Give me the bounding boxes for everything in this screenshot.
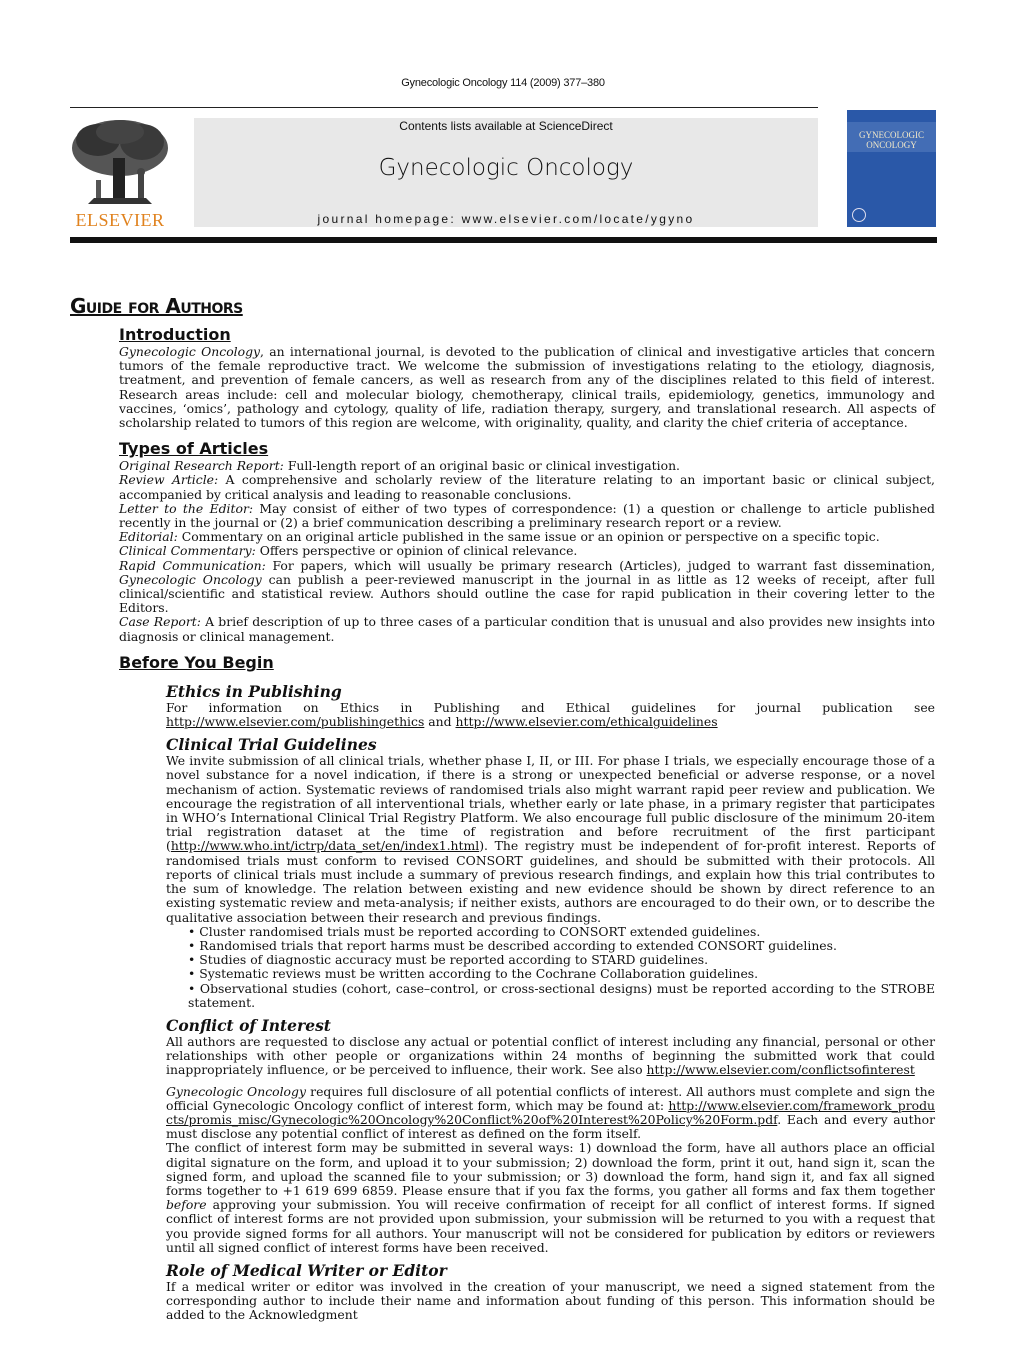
article-body bbox=[119, 325, 935, 1323]
trials-paragraph: We invite submission of all clinical trials, whether phase I, II, or III. For phase I trials, we especially encourage those of a novel substance for a novel indication, if there is a strong or unexpected beneficial or adverse response, or a novel mechanism of action. Systematic reviews of randomised trials also might warrant rapid peer review and publication. We encourage the registration of all interventional trials, whether early or late phase, in a primary register that participates in WHO’s International Clinical Trial Registry Platform. We also encourage full public disclosure of the minimum 20-item trial registration dataset at the time of registration and before recruitment of the first participant (http://www.who.int/ictrp/data_set/en/index1.html). The registry must be independent of for-profit interest. Reports of randomised trials must conform to revised CONSORT guidelines, and should be submitted with their protocols. All reports of clinical trials must include a summary of previous research findings, and explain how this trial contributes to the sum of knowledge. The relation between existing and new evidence should be shown by direct reference to an existing systematic review and meta-analysis; if neither exists, authors are encouraged to do their own, or to describe the qualitative association between their research and previous findings. bbox=[166, 753, 935, 925]
list-item: • Cluster randomised trials must be reported according to CONSORT extended guidelines. bbox=[188, 925, 935, 939]
who-registry-link[interactable]: http://www.who.int/ictrp/data_set/en/index1.html bbox=[170, 838, 480, 854]
conflict-form-link[interactable]: http://www.elsevier.com/framework_products/promis_misc/Gynecologic%20Oncology%20Conflict%20of%20Interest%20Policy%20Form.pdf bbox=[166, 1097, 935, 1127]
conflict-paragraph-3: The conflict of interest form may be submitted in several ways: 1) download the form, have all authors place an official digital signature on the form, and upload it to your submission; 2) download the form, print it out, hand sign it, scan the signed form, and upload the scanned file to your submission; or 3) download the form, hand sign it, and fax all signed forms together to +1 619 699 6859. Please ensure that if you fax the forms, you gather all forms and fax them together before approving your submission. You will receive confirmation of receipt for all conflict of interest forms. If signed conflict of interest forms are not provided upon submission, your submission will be returned to you with a request that you provide signed forms for all authors. Your manuscript will not be considered for publication by editors or reviewers until all signed conflict of interest forms have been received. bbox=[166, 1140, 935, 1255]
cover-title: GYNECOLOGIC ONCOLOGY bbox=[859, 130, 924, 150]
header-rule bbox=[70, 107, 818, 108]
list-item: • Observational studies (cohort, case–control, or cross-sectional designs) must be reported according to the STROBE statement. bbox=[188, 982, 935, 1010]
journal-citation: Gynecologic Oncology 114 (2009) 377–380 bbox=[401, 77, 605, 89]
type-editorial: Editorial: Commentary on an original article published in the same issue or an opinion or perspective on a specific topic. bbox=[119, 529, 880, 545]
type-letter: Letter to the Editor: May consist of either of two types of correspondence: (1) a question or challenge to article published recently in the journal or (2) a brief communication describing a preliminary research report or a review. bbox=[119, 500, 935, 531]
before-subsections bbox=[166, 673, 935, 1323]
type-commentary: Clinical Commentary: Offers perspective or opinion of clinical relevance. bbox=[119, 543, 578, 559]
list-item: • Studies of diagnostic accuracy must be reported according to STARD guidelines. bbox=[188, 953, 935, 967]
writer-paragraph: If a medical writer or editor was involved in the creation of your manuscript, we need a signed statement from the corresponding author to include their name and information about funding of this person. This information should be added to the Acknowledgment bbox=[166, 1278, 935, 1323]
ethical-guidelines-link[interactable]: http://www.elsevier.com/ethicalguidelines bbox=[455, 714, 718, 730]
type-review: Review Article: A comprehensive and scholarly review of the literature relating to an important basic or clinical subject, accompanied by critical analysis and leading to reasonable conclusions. bbox=[119, 472, 935, 502]
ethics-heading: Ethics in Publishing bbox=[166, 681, 342, 701]
before-heading: Before You Begin bbox=[119, 652, 274, 672]
tree-icon bbox=[68, 118, 172, 210]
introduction-paragraph: Gynecologic Oncology, an international journal, is devoted to the publication of clinical and investigative articles that concern tumors of the female reproductive tract. We welcome the submission of investigations relating to the etiology, diagnosis, treatment, and prevention of female cancers, as well as research from any of the disciplines related to this field of interest. Research areas include: cell and molecular biology, chemotherapy, clinical trails, epidemiology, genetics, immunology and vaccines, ‘omics’, pathology and cytology, quality of life, radiation therapy, surgery, and translational research. All aspects of scholarship related to tumors of this region are welcome, with originality, quality, and clarity the chief criteria of acceptance. bbox=[119, 344, 935, 431]
list-item: • Systematic reviews must be written according to the Cochrane Collaboration guidelines. bbox=[188, 967, 935, 981]
type-rapid: Rapid Communication: For papers, which will usually be primary research (Articles), judged to warrant fast dissemination, Gynecologic Oncology can publish a peer-reviewed manuscript in the journal in as little as 12 weeks of receipt, after full clinical/scientific and statistical review. Authors should outline the case for rapid publication in their covering letter to the Editors. bbox=[119, 557, 936, 616]
list-item: • Randomised trials that report harms must be described according to extended CONSORT guidelines. bbox=[188, 939, 935, 953]
ethics-link[interactable]: http://www.elsevier.com/publishingethics bbox=[166, 714, 425, 730]
journal-cover bbox=[847, 110, 936, 227]
conflict-paragraph-1: All authors are requested to disclose any actual or potential conflict of interest including any financial, personal or other relationships with other people or organizations within 24 months of beginning the submitted work that could inappropriately influence, or be perceived to influence, their work. See also http://www.elsevier.com/conflictsofinterest bbox=[166, 1033, 935, 1078]
conflict-paragraph-2: Gynecologic Oncology requires full disclosure of all potential conflicts of interest. All authors must complete and sign the official Gynecologic Oncology conflict of interest form, which may be found at: http://www.elsevier.com/framework_products/promis_misc/Gynecologic%20Oncology%20Conflict%20of%20Interest%20Policy%20Form.pdf. Each and every author must disclose any potential conflict of interest as defined on the form itself. bbox=[166, 1083, 935, 1142]
contents-available: Contents lists available at ScienceDirect bbox=[399, 119, 613, 133]
journal-homepage[interactable]: journal homepage: www.elsevier.com/locate/ygyno bbox=[317, 212, 695, 226]
writer-heading: Role of Medical Writer or Editor bbox=[166, 1260, 447, 1280]
conflicts-link[interactable]: http://www.elsevier.com/conflictsofinterest bbox=[646, 1062, 915, 1078]
type-case: Case Report: A brief description of up to three cases of a particular condition that is unusual and also provides new insights into diagnosis or clinical management. bbox=[119, 614, 935, 644]
trials-heading: Clinical Trial Guidelines bbox=[166, 735, 377, 755]
header-thick-rule bbox=[70, 237, 937, 243]
types-heading: Types of Articles bbox=[119, 439, 269, 459]
trials-bullet-list bbox=[166, 925, 935, 1010]
guide-title: Guide for Authors bbox=[70, 294, 243, 318]
conflict-heading: Conflict of Interest bbox=[166, 1015, 331, 1035]
type-original: Original Research Report: Full-length report of an original basic or clinical investigation. bbox=[119, 458, 680, 474]
cover-seal-icon bbox=[852, 208, 866, 222]
elsevier-wordmark: ELSEVIER bbox=[75, 210, 165, 230]
journal-title: Gynecologic Oncology bbox=[378, 155, 634, 181]
introduction-heading: Introduction bbox=[119, 325, 231, 344]
ethics-paragraph: For information on Ethics in Publishing and Ethical guidelines for journal publication see http://www.elsevier.com/publishingethics and http://www.elsevier.com/ethicalguidelines bbox=[166, 699, 935, 730]
